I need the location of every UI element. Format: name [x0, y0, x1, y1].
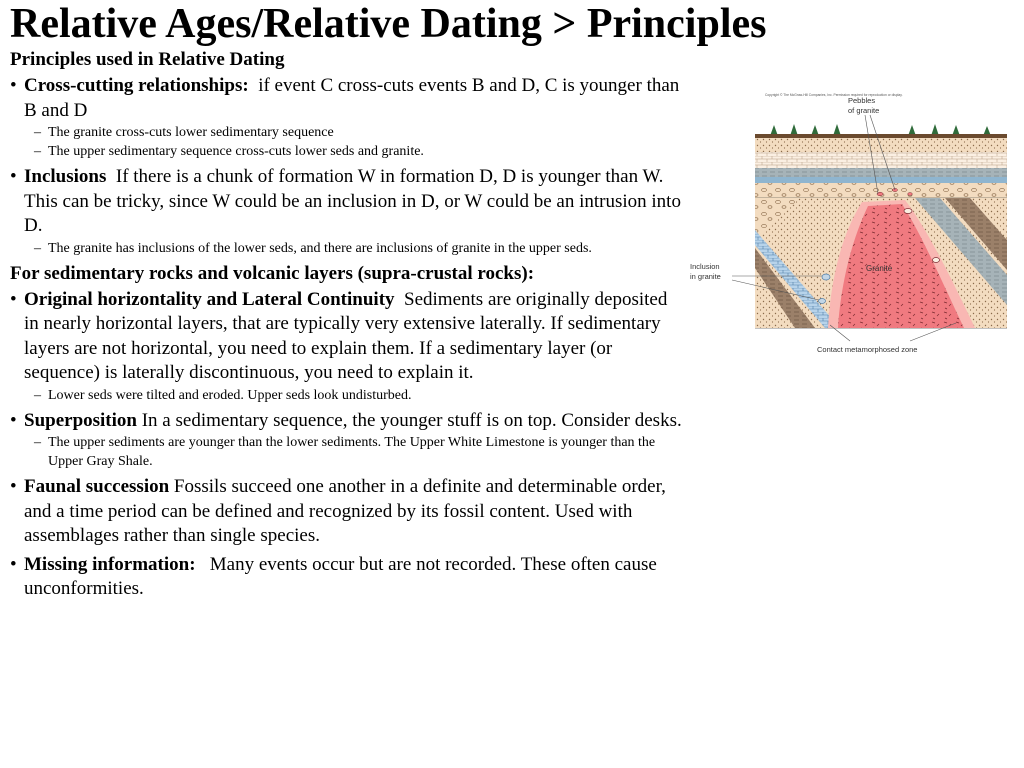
bullet-dot: • — [10, 409, 17, 431]
content-body — [10, 48, 682, 602]
subheading: Principles used in Relative Dating — [10, 49, 285, 70]
upper-blue-layer — [755, 177, 1007, 183]
sub-inclusions-1: – The granite has inclusions of the lower seds, and there are inclusions of granite in the upper seds. — [34, 240, 592, 256]
label-contact-zone: Contact metamorphosed zone — [817, 345, 918, 354]
upper-gray-shale — [755, 168, 1007, 177]
label-inclusion-line2: in granite — [690, 272, 721, 281]
soil-layer — [755, 134, 1007, 138]
bullet-inclusions — [10, 165, 682, 239]
upper-sand-layer — [755, 138, 1007, 152]
term-cross-cutting: Cross-cutting relationships: — [24, 75, 249, 96]
sub-cross-cutting-2: – The upper sedimentary sequence cross-cuts lower seds and granite. — [34, 144, 424, 159]
label-granite: Granite — [866, 264, 893, 273]
bullet-original-horizontality — [10, 288, 682, 386]
text-inclusions: If there is a chunk of formation W in formation D, D is younger than W. This can be tricky, since W could be an inclusion in D, or W could be an intrusion into D. — [24, 166, 681, 236]
bullet-dot: • — [10, 553, 17, 575]
upper-white-limestone — [755, 152, 1007, 168]
term-missing-information: Missing information: — [24, 553, 196, 575]
slide-title: Relative Ages/Relative Dating > Principles — [10, 1, 767, 47]
label-pebbles-line2: of granite — [848, 106, 880, 115]
bullet-cross-cutting — [10, 74, 682, 123]
bullet-faunal-succession — [10, 475, 682, 549]
bullet-missing-information — [10, 553, 682, 602]
text-superposition: In a sedimentary sequence, the younger stuff is on top. Consider desks. — [141, 409, 682, 431]
bullet-dot: • — [10, 476, 17, 497]
term-faunal-succession: Faunal succession — [24, 476, 170, 497]
sedimentary-heading: For sedimentary rocks and volcanic layers (supra-crustal rocks): — [10, 262, 535, 284]
label-inclusion-line1: Inclusion — [690, 262, 720, 271]
sub-cross-cutting-1: – The granite cross-cuts lower sedimentary sequence — [34, 125, 334, 140]
bullet-superposition — [10, 409, 682, 434]
bullet-dot: • — [10, 75, 17, 96]
term-inclusions: Inclusions — [24, 166, 107, 187]
text-original-horizontality: Sediments are originally deposited in nearly horizontal layers, that are typically very extensive laterally. If sedimentary layers are not horizontal, you need to explain them. If a sedimentary layer (or sequence) is laterally discontinuous, you need to explain it. — [24, 288, 668, 383]
text-missing-information: Many events occur but are not recorded. These often cause unconformities. — [24, 553, 657, 599]
bullet-dot: • — [10, 288, 17, 310]
copyright-text: Copyright © The McGraw-Hill Companies, Inc. Permission required for reproduction or display. — [765, 93, 903, 97]
term-original-horizontality: Original horizontality and Lateral Continuity — [24, 288, 395, 310]
term-superposition: Superposition — [24, 409, 137, 431]
label-pebbles-line1: Pebbles — [848, 96, 876, 105]
text-faunal-succession: Fossils succeed one another in a definite and determinable order, and a time period can be defined and recognized by its fossil content. Used with assemblages rather than single species. — [24, 476, 666, 546]
bullet-dot: • — [10, 166, 17, 187]
geology-cross-section-figure — [690, 90, 1010, 360]
sub-superposition-1: – The upper sediments are younger than the lower sediments. The Upper White Limestone is younger than the Upper Gray Shale. — [34, 435, 656, 469]
sub-original-horizontality-1: – Lower seds were tilted and eroded. Upper seds look undisturbed. — [34, 387, 412, 403]
text-cross-cutting: if event C cross-cuts events B and D, C is younger than B and D — [24, 75, 680, 121]
